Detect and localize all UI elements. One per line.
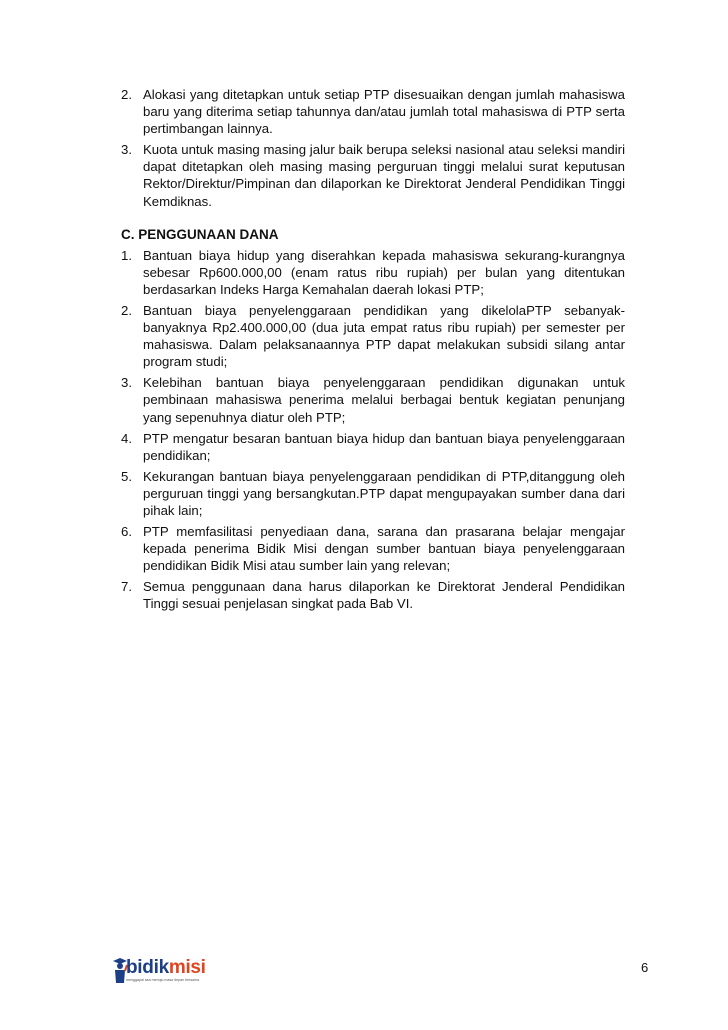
section-b-list [121, 86, 625, 210]
list-text: PTP mengatur besaran bantuan biaya hidup dan bantuan biaya penyelenggaraan pendidikan; [143, 430, 625, 463]
list-item [121, 374, 625, 425]
bidikmisi-logo [112, 956, 212, 986]
list-item [121, 578, 625, 612]
page-content [121, 86, 625, 617]
list-number: 7. [121, 579, 132, 595]
list-text: Kuota untuk masing masing jalur baik berupa seleksi nasional atau seleksi mandiri dapat ditetapkan oleh masing masing perguruan tinggi melalui surat keputusan Rektor/Direktur/Pimpinan dan dilaporkan ke Direktorat Jenderal Pendidikan Tinggi Kemdiknas. [143, 142, 625, 209]
logo-wordmark [126, 957, 206, 979]
list-number: 5. [121, 468, 132, 484]
list-number: 3. [121, 375, 132, 391]
list-item [121, 302, 625, 370]
list-text: PTP memfasilitasi penyediaan dana, sarana dan prasarana belajar mengajar kepada penerima Bidik Misi dengan sumber bantuan biaya penyelenggaraan pendidikan Bidik Misi atau sumber lain yang relevan; [143, 524, 625, 574]
section-c-list [121, 247, 625, 613]
list-text: Bantuan biaya hidup yang diserahkan kepada mahasiswa sekurang-kurangnya sebesar Rp600.000,00 (enam ratus ribu rupiah) per bulan yang ditentukan berdasarkan Indeks Harga Kemahalan daerah lokasi PTP; [143, 247, 625, 297]
list-number: 6. [121, 524, 132, 540]
list-item [121, 141, 625, 209]
list-number: 3. [121, 142, 132, 158]
list-number: 4. [121, 430, 132, 446]
list-number: 1. [121, 247, 132, 263]
list-text: Semua penggunaan dana harus dilaporkan ke Direktorat Jenderal Pendidikan Tinggi sesuai penjelasan singkat pada Bab VI. [143, 579, 625, 612]
list-number: 2. [121, 87, 132, 102]
section-heading: C. PENGGUNAAN DANA [121, 226, 279, 242]
list-text: Bantuan biaya penyelenggaraan pendidikan yang dikelolaPTP sebanyak-banyaknya Rp2.400.000,00 (dua juta empat ratus ribu rupiah) per semester per mahasiswa. Dalam pelaksanaannya PTP dapat melakukan subsidi silang antar program studi; [143, 302, 625, 370]
list-text: Kekurangan bantuan biaya penyelenggaraan pendidikan di PTP,ditanggung oleh perguruan tinggi yang bersangkutan.PTP dapat mengupayakan sumber dana dari pihak lain; [143, 468, 625, 518]
list-item [121, 430, 625, 464]
list-item [121, 247, 625, 298]
list-text: Kelebihan bantuan biaya penyelenggaraan pendidikan digunakan untuk pembinaan mahasiswa penerima melalui berbagai bentuk kegiatan penunjang yang sepenuhnya diatur oleh PTP; [143, 375, 625, 425]
list-text: Alokasi yang ditetapkan untuk setiap PTP disesuaikan dengan jumlah mahasiswa baru yang diterima setiap tahunnya dan/atau jumlah total mahasiswa di PTP serta pertimbangan lainnya. [143, 87, 625, 137]
list-item [121, 468, 625, 519]
logo-misi-text: misi [168, 957, 206, 978]
list-item [121, 523, 625, 574]
logo-tagline: menggapai asa menuju masa depan bersama [126, 978, 200, 982]
list-number: 2. [121, 302, 132, 318]
list-item [121, 86, 625, 137]
page-number: 6 [641, 960, 649, 975]
logo-bidik-text: bidik [126, 957, 169, 978]
